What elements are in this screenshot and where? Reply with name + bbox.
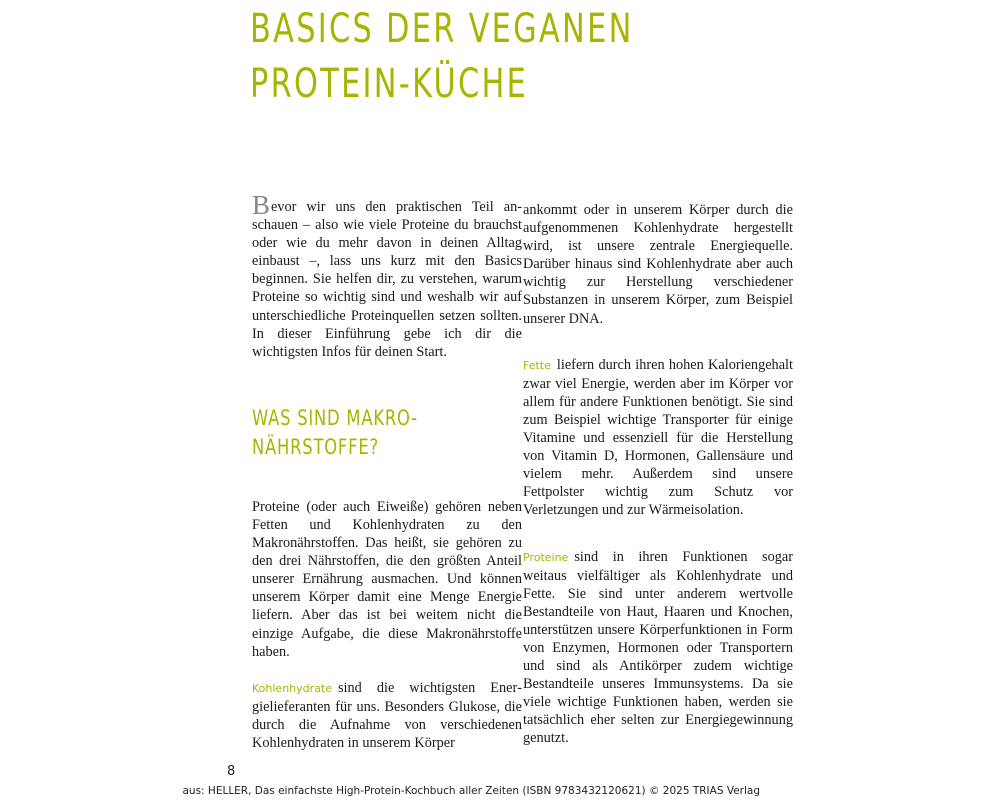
page-title bbox=[250, 2, 634, 112]
carbs-continued-paragraph: ankommt oder in unserem Körper durch die aufgenommenen Kohlenhydrate hergestellt wird, ist unsere zentrale Energiequelle. Darüber hinaus sind Kohlenhydrate aber auch wichtig zur Herstellung verschiedener Substanzen in unserem Körper, zum Beispiel unserer DNA. bbox=[523, 202, 793, 327]
proteins-term: Proteine bbox=[523, 550, 569, 564]
page-number: 8 bbox=[227, 764, 236, 779]
section-heading-line1: WAS SIND MAKRO- bbox=[252, 405, 418, 430]
page-title-line1: BASICS DER VEGANEN bbox=[250, 6, 634, 52]
fats-text: liefern durch ihren hohen Kaloriengehalt zwar viel Energie, werden aber im Körper vor allem für andere Funktionen benötigt. Sie sind zum Beispiel wichtige Transporter für einige Vitamine und essenziell für die Herstellung von Vitamin D, Hormonen, Gallensäure und vielem mehr. Außerdem sind unsere Fettpolster wichtig zum Schutz vor Verletzungen und zur Wärmeisolation. bbox=[523, 356, 793, 519]
footer-citation: aus: HELLER, Das einfachste High-Protein-Kochbuch aller Zeiten (ISBN 9783432120621) © 2025 TRIAS Verlag bbox=[182, 785, 760, 797]
fats-paragraph bbox=[523, 356, 793, 520]
left-column bbox=[252, 190, 522, 752]
intro-text: evor wir uns den praktischen Teil anschauen – also wie viele Proteine du brauchst oder wie du mehr davon in deinen Alltag einbaust –, lass uns kurz mit den Basics beginnen. Sie helfen dir, zu verstehen, warum Proteine so wichtig sind und weshalb wir auf unterschiedliche Proteinquellen setzen sollten. In dieser Einführung gebe ich dir die wichtigsten Infos für deinen Start. bbox=[252, 199, 522, 360]
macro-intro-paragraph: Proteine (oder auch Eiweiße) gehören neben Fetten und Kohlenhydraten zu den Makronährstoffen. Das heißt, sie gehören zu den drei Nährstoffen, die den größten Anteil unserer Ernährung ausmachen. Und können unserem Körper damit eine Menge Energie liefern. Aber das ist bei weitem nicht die einzige Aufgabe, die diese Makronährstoffe haben. bbox=[252, 498, 522, 660]
carbs-paragraph bbox=[252, 679, 522, 752]
carbs-text-left: sind die wichtigsten Energielieferanten für uns. Besonders Glukose, die durch die Aufnahme von verschiedenen Kohlenhydraten in unserem Körper bbox=[252, 679, 522, 751]
proteins-paragraph bbox=[523, 548, 793, 748]
intro-paragraph bbox=[252, 190, 522, 361]
right-column bbox=[523, 201, 793, 748]
dropcap: B bbox=[252, 190, 271, 220]
fats-term: Fette bbox=[523, 358, 551, 372]
section-heading bbox=[252, 404, 463, 462]
page-title-line2: PROTEIN-KÜCHE bbox=[250, 61, 529, 107]
carbs-term: Kohlenhydrate bbox=[252, 681, 332, 695]
section-heading-line2: NÄHRSTOFFE? bbox=[252, 434, 379, 459]
proteins-text: sind in ihren Funktionen sogar weitaus vielfältiger als Kohlenhydrate und Fette. Sie sind unter anderem wertvolle Bestandteile von Haut, Haaren und Knochen, unterstützen unsere Körperfunktionen in Form von Enzymen, Hormonen oder Transportern und sind als Antikörper zudem wichtige Bestandteile unseres Immunsystems. Da sie viele wichtige Funktionen haben, werden sie tatsächlich eher selten zur Energiegewinnung genutzt. bbox=[523, 548, 793, 747]
